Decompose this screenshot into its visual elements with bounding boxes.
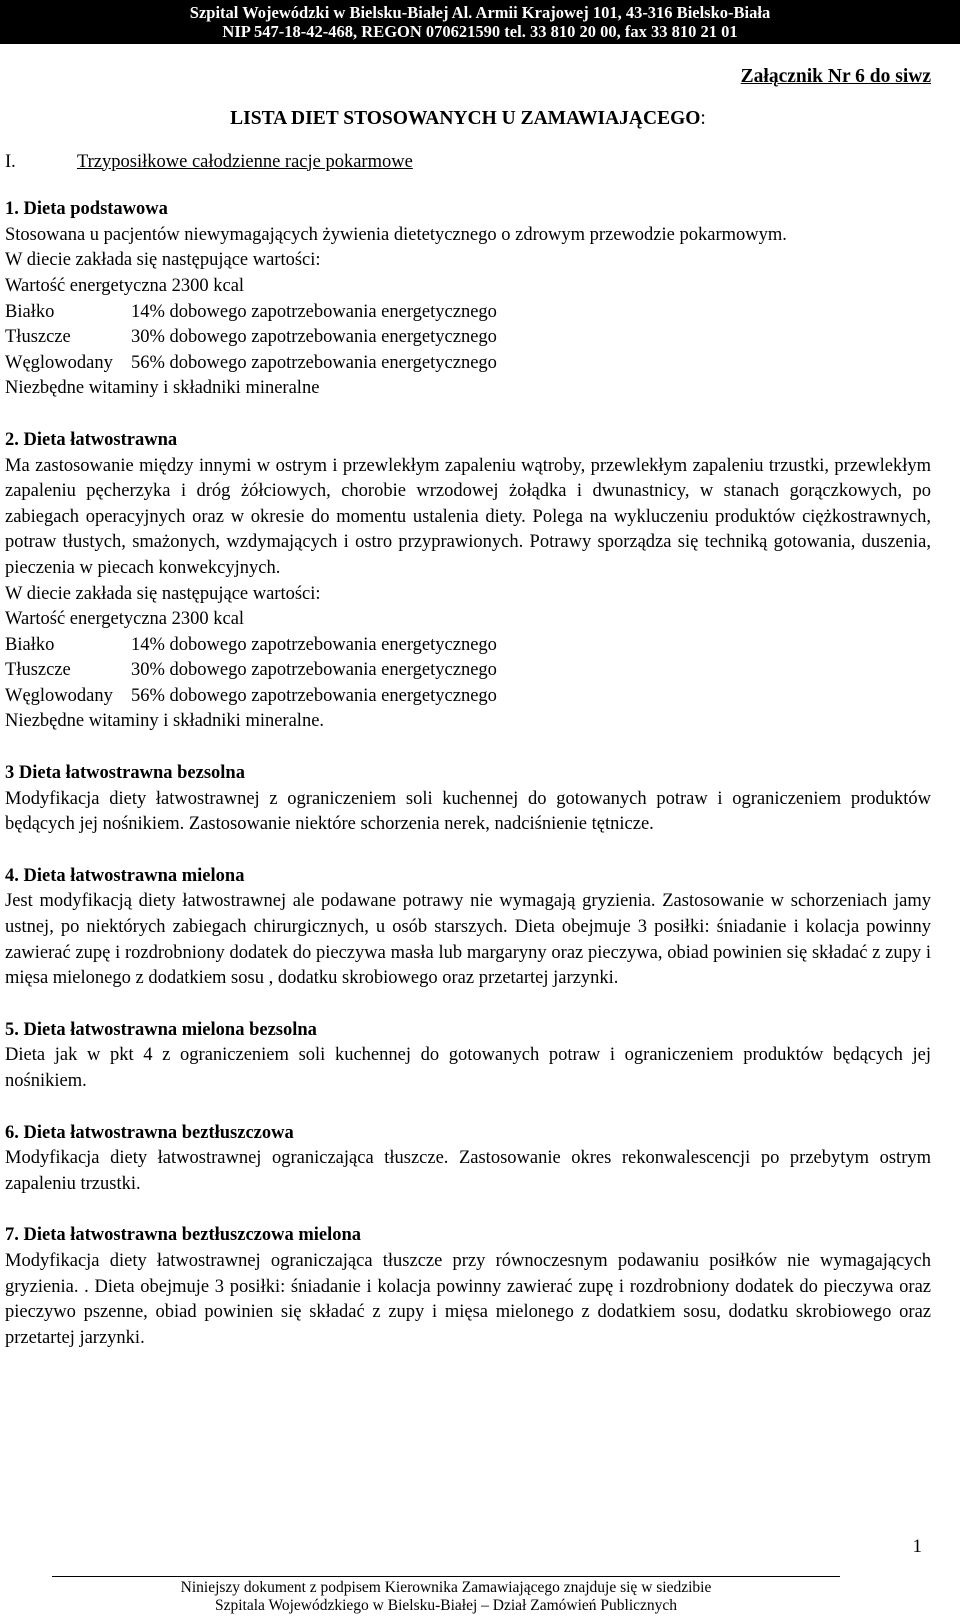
nutrient-value: 30% dobowego zapotrzebowania energetycznego: [131, 327, 497, 348]
letterhead-contact: NIP 547-18-42-468, REGON 070621590 tel. 33 810 20 00, fax 33 810 21 01: [222, 22, 738, 41]
diet-4-section: [5, 864, 931, 992]
diet-2-minerals: Niezbędne witaminy i składniki mineralne.: [5, 711, 325, 732]
diet-1-fat-row: [5, 325, 931, 351]
document-body: [5, 64, 931, 1351]
footer-line-1: Niniejszy dokument z podpisem Kierownika Zamawiającego znajduje się w siedzibie: [180, 1579, 712, 1596]
document-title: [5, 106, 931, 132]
diet-6-section: [5, 1121, 931, 1198]
nutrient-value: 56% dobowego zapotrzebowania energetycznego: [131, 685, 497, 706]
nutrient-label: Białko: [5, 634, 55, 655]
nutrient-value: 14% dobowego zapotrzebowania energetycznego: [131, 301, 497, 322]
diet-7-description: Modyfikacja diety łatwostrawnej ograniczająca tłuszcze przy równoczesnym podawaniu posiłków nie wymagających gryzienia. . Dieta obejmuje 3 posiłki: śniadanie i kolacja powinny zawierać zupę i rozdrobniony dodatek do pieczywa oraz pieczywo pszenne, obiad powinien się składać z zupy i mięsa mielonego z dodatkiem sosu, dodatku skrobiowego oraz przetartej jarzynki.: [5, 1250, 931, 1348]
diet-2-title: 2. Dieta łatwostrawna: [5, 429, 178, 450]
diet-2-description: Ma zastosowanie między innymi w ostrym i przewlekłym zapaleniu wątroby, przewlekłym zapaleniu trzustki, przewlekłym zapaleniu pęcherzyka i dróg żółciowych, chorobie wrzodowej żołądka i dwunastnicy, w stanach gorączkowych, po zabiegach operacyjnych oraz w okresie do momentu ustalenia diety. Polega na wykluczeniu produktów ciężkostrawnych, potraw tłustych, smażonych, wzdymających i ostro przyprawionych. Potrawy sporządza się techniką gotowania, duszenia, pieczenia w piecach konwekcyjnych.: [5, 455, 931, 578]
diet-2-values-intro: W diecie zakłada się następujące wartości:: [5, 583, 321, 604]
footer-line-2: Szpitala Wojewódzkiego w Bielsku-Białej – Dział Zamówień Publicznych: [214, 1597, 678, 1614]
page-footer: [52, 1576, 840, 1615]
diet-5-title: 5. Dieta łatwostrawna mielona bezsolna: [5, 1019, 317, 1040]
section-heading-number: I.: [5, 151, 16, 172]
nutrient-value: 56% dobowego zapotrzebowania energetycznego: [131, 352, 497, 373]
diet-1-title: 1. Dieta podstawowa: [5, 199, 168, 220]
diet-6-title: 6. Dieta łatwostrawna beztłuszczowa: [5, 1122, 294, 1143]
nutrient-label: Węglowodany: [5, 685, 113, 706]
diet-2-protein-row: [5, 633, 931, 659]
diet-7-section: [5, 1223, 931, 1351]
diet-3-title: 3 Dieta łatwostrawna bezsolna: [5, 763, 245, 784]
section-heading: [5, 150, 931, 176]
diet-2-fat-row: [5, 658, 931, 684]
diet-1-protein-row: [5, 300, 931, 326]
diet-7-title: 7. Dieta łatwostrawna beztłuszczowa mielona: [5, 1225, 362, 1246]
diet-4-title: 4. Dieta łatwostrawna mielona: [5, 865, 245, 886]
diet-3-description: Modyfikacja diety łatwostrawnej z ograniczeniem soli kuchennej do gotowanych potraw i ograniczeniem produktów będących jej nośnikiem. Zastosowanie niektóre schorzenia nerek, nadciśnienie tętnicze.: [5, 788, 931, 835]
document-title-text: LISTA DIET STOSOWANYCH U ZAMAWIAJĄCEGO: [230, 108, 701, 129]
diet-2-energy: Wartość energetyczna 2300 kcal: [5, 609, 245, 630]
section-heading-text: Trzyposiłkowe całodzienne racje pokarmowe: [77, 151, 413, 172]
diet-4-description: Jest modyfikacją diety łatwostrawnej ale podawane potrawy nie wymagają gryzienia. Zastosowanie w schorzeniach jamy ustnej, po niektórych zabiegach chirurgicznych, u osób starszych. Dieta obejmuje 3 posiłki: śniadanie i kolacja powinny zawierać zupę i rozdrobniony dodatek do pieczywa masła lub margaryny oraz pieczywa, obiad powinien się składać z zupy i mięsa mielonego z dodatkiem sosu , dodatku skrobiowego oraz przetartej jarzynki.: [5, 891, 931, 989]
page-number: 1: [912, 1536, 922, 1557]
diet-1-carb-row: [5, 351, 931, 377]
diet-1-description: Stosowana u pacjentów niewymagających żywienia dietetycznego o zdrowym przewodzie pokarmowym.: [5, 224, 787, 245]
diet-5-description: Dieta jak w pkt 4 z ograniczeniem soli kuchennej do gotowanych potraw i ograniczeniem produktów będących jej nośnikiem.: [5, 1045, 931, 1091]
annex-label: Załącznik Nr 6 do siwz: [740, 66, 931, 87]
diet-1-energy: Wartość energetyczna 2300 kcal: [5, 275, 245, 296]
diet-6-description: Modyfikacja diety łatwostrawnej ograniczająca tłuszcze. Zastosowanie okres rekonwalescencji po przebytym ostrym zapaleniu trzustki.: [5, 1148, 931, 1194]
diet-1-minerals: Niezbędne witaminy i składniki mineralne: [5, 378, 320, 399]
nutrient-label: Tłuszcze: [5, 327, 71, 348]
letterhead-banner: [0, 0, 960, 44]
diet-1-section: [5, 197, 931, 402]
nutrient-value: 14% dobowego zapotrzebowania energetycznego: [131, 634, 497, 655]
nutrient-label: Węglowodany: [5, 352, 113, 373]
letterhead-address: Szpital Wojewódzki w Bielsku-Białej Al. Armii Krajowej 101, 43-316 Bielsko-Biała: [189, 3, 771, 22]
nutrient-value: 30% dobowego zapotrzebowania energetycznego: [131, 660, 497, 681]
nutrient-label: Białko: [5, 301, 55, 322]
diet-2-carb-row: [5, 684, 931, 710]
diet-2-section: [5, 428, 931, 735]
diet-3-section: [5, 761, 931, 838]
document-title-colon: :: [700, 108, 706, 129]
diet-1-values-intro: W diecie zakłada się następujące wartości:: [5, 250, 321, 271]
diet-5-section: [5, 1018, 931, 1095]
nutrient-label: Tłuszcze: [5, 660, 71, 681]
